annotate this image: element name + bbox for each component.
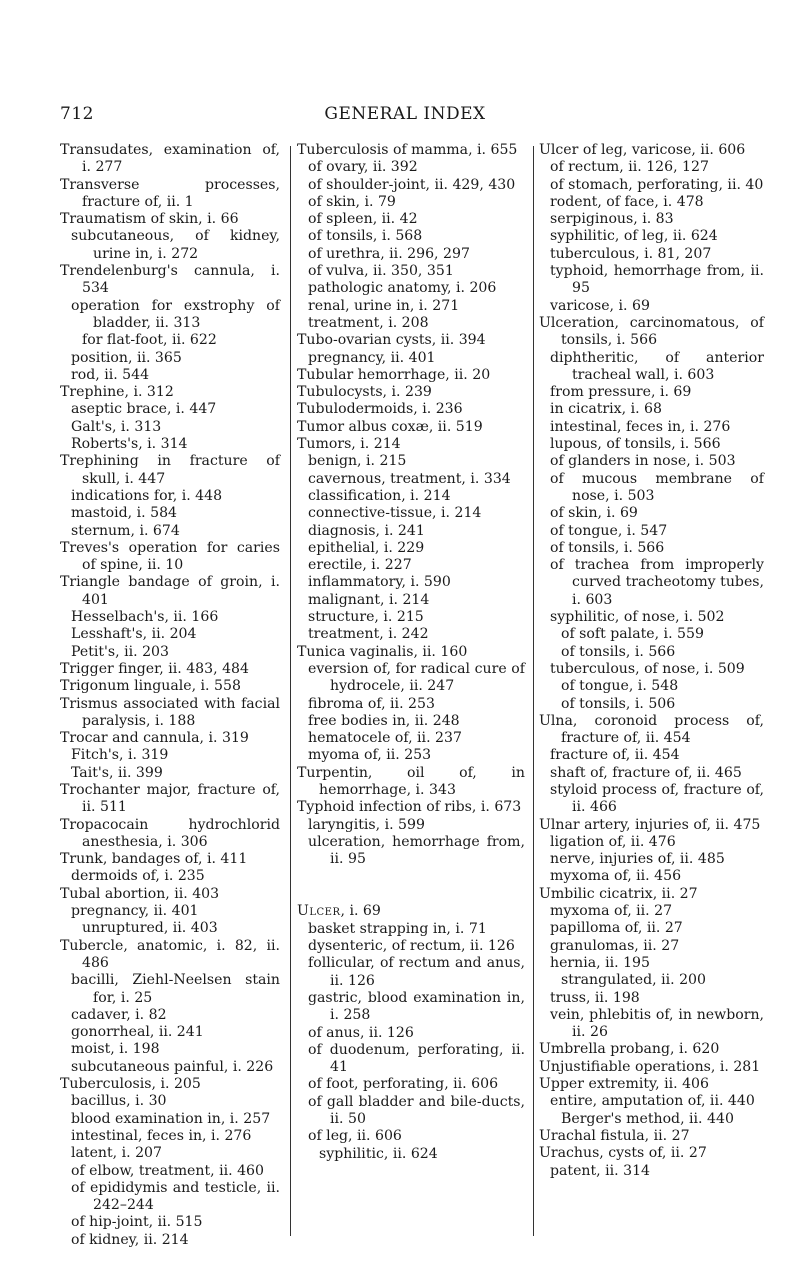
index-entry: blood examination in, i. 257 xyxy=(71,1110,271,1127)
index-entry: Tuberculosis of mamma, i. 655 xyxy=(297,142,518,158)
index-entry: Transudates, examination of, i. 277 xyxy=(60,142,280,176)
index-entry: strangulated, ii. 200 xyxy=(561,972,706,989)
index-entry: epithelial, i. 229 xyxy=(308,539,425,556)
index-entry: benign, i. 215 xyxy=(308,453,407,470)
index-entry: cavernous, treatment, i. 334 xyxy=(308,470,511,487)
index-entry: Tropacocain hydrochlorid anesthesia, i. 306 xyxy=(60,816,280,850)
running-title: GENERAL INDEX xyxy=(324,104,486,124)
index-entry: Fitch's, i. 319 xyxy=(71,747,169,764)
index-entry: renal, urine in, i. 271 xyxy=(308,297,460,314)
index-entry: eversion of, for radical cure of hydrocele, ii. 247 xyxy=(308,660,525,695)
index-entry: fracture of, ii. 454 xyxy=(550,747,680,764)
index-entry: typhoid, hemorrhage from, ii. 95 xyxy=(550,263,764,297)
index-entry: intestinal, feces in, i. 276 xyxy=(71,1127,252,1144)
index-entry: of tonsils, i. 566 xyxy=(561,643,676,660)
index-entry: of vulva, ii. 350, 351 xyxy=(308,263,454,280)
index-entry: of soft palate, i. 559 xyxy=(561,626,704,643)
index-entry: Trismus associated with facial paralysis, i. 188 xyxy=(60,695,280,729)
index-entry: laryngitis, i. 599 xyxy=(308,816,425,833)
index-entry: pregnancy, ii. 401 xyxy=(308,349,436,366)
index-entry: of mucous membrane of nose, i. 503 xyxy=(550,470,764,504)
index-entry: Trephining in fracture of skull, i. 447 xyxy=(60,453,280,487)
index-entry: syphilitic, of leg, ii. 624 xyxy=(550,228,718,245)
index-entry: of tongue, i. 547 xyxy=(550,522,668,539)
index-entry: moist, i. 198 xyxy=(71,1041,160,1058)
index-entry: classification, i. 214 xyxy=(308,487,451,504)
index-entry: erectile, i. 227 xyxy=(308,557,412,574)
index-entry: myxoma of, ii. 27 xyxy=(550,903,673,920)
index-entry: rodent, of face, i. 478 xyxy=(550,193,704,210)
index-entry: Hesselbach's, ii. 166 xyxy=(71,609,219,626)
index-entry: of gall bladder and bile-ducts, ii. 50 xyxy=(308,1093,525,1128)
index-entry: Urachus, cysts of, ii. 27 xyxy=(539,1145,707,1162)
index-entry: Unjustifiable operations, i. 281 xyxy=(539,1058,761,1075)
index-entry: myoma of, ii. 253 xyxy=(308,747,432,764)
index-entry: of trachea from improperly curved tracheotomy tubes, i. 603 xyxy=(550,557,764,608)
index-entry: bacilli, Ziehl-Neelsen stain for, i. 25 xyxy=(71,972,280,1006)
index-entry: sternum, i. 674 xyxy=(71,522,180,539)
index-entry: granulomas, ii. 27 xyxy=(550,937,680,954)
index-entry: of skin, i. 69 xyxy=(550,505,638,522)
index-entry: of urethra, ii. 296, 297 xyxy=(308,245,470,262)
index-entry: of hip-joint, ii. 515 xyxy=(71,1214,203,1231)
index-entry: Berger's method, ii. 440 xyxy=(561,1110,734,1127)
index-entry: of epididymis and testicle, ii. 242–244 xyxy=(71,1179,280,1214)
index-entry: Traumatism of skin, i. 66 xyxy=(60,211,239,228)
index-entry: unruptured, ii. 403 xyxy=(82,920,218,937)
index-entry: Trigger finger, ii. 483, 484 xyxy=(60,660,249,677)
index-entry: of rectum, ii. 126, 127 xyxy=(550,159,709,176)
index-entry: ligation of, ii. 476 xyxy=(550,833,676,850)
column-divider xyxy=(290,146,291,1236)
index-entry: malignant, i. 214 xyxy=(308,591,430,608)
index-entry: indications for, i. 448 xyxy=(71,487,223,504)
index-entry: treatment, i. 208 xyxy=(308,314,429,331)
index-entry: diphtheritic, of anterior tracheal wall, i. 603 xyxy=(550,349,764,383)
index-entry: varicose, i. 69 xyxy=(550,297,650,314)
index-entry: tuberculous, i. 81, 207 xyxy=(550,245,712,262)
index-entry: dysenteric, of rectum, ii. 126 xyxy=(308,938,515,955)
index-entry: of foot, perforating, ii. 606 xyxy=(308,1076,499,1093)
index-entry: of duodenum, perforating, ii. 41 xyxy=(308,1041,525,1076)
index-entry: free bodies in, ii. 248 xyxy=(308,712,460,729)
index-entry: Tunica vaginalis, ii. 160 xyxy=(297,643,468,660)
index-entry: Ulna, coronoid process of, fracture of, ii. 454 xyxy=(539,712,764,747)
index-entry: pathologic anatomy, i. 206 xyxy=(308,280,497,297)
index-entry: basket strapping in, i. 71 xyxy=(308,920,487,937)
index-entry: from pressure, i. 69 xyxy=(550,384,692,401)
index-entry: vein, phlebitis of, in newborn, ii. 26 xyxy=(550,1006,764,1041)
index-entry: myxoma of, ii. 456 xyxy=(550,868,682,885)
index-entry: Trocar and cannula, i. 319 xyxy=(60,730,249,747)
index-entry: cadaver, i. 82 xyxy=(71,1006,167,1023)
index-entry: Tubal abortion, ii. 403 xyxy=(60,885,220,902)
index-entry: Galt's, i. 313 xyxy=(71,418,162,435)
index-entry: Tubulodermoids, i. 236 xyxy=(297,401,463,418)
index-entry: Tubercle, anatomic, i. 82, ii. 486 xyxy=(60,937,280,971)
index-entry: Trephine, i. 312 xyxy=(60,384,174,401)
page-number: 712 xyxy=(60,104,94,124)
index-entry: of stomach, perforating, ii. 40 xyxy=(550,176,764,193)
index-entry: connective-tissue, i. 214 xyxy=(308,505,482,522)
index-entry: syphilitic, ii. 624 xyxy=(319,1145,438,1162)
index-entry: Typhoid infection of ribs, i. 673 xyxy=(297,799,522,816)
index-entry: rod, ii. 544 xyxy=(71,366,150,383)
index-entry: patent, ii. 314 xyxy=(550,1162,651,1179)
index-entry: shaft of, fracture of, ii. 465 xyxy=(550,764,742,781)
index-entry: Triangle bandage of groin, i. 401 xyxy=(60,574,280,608)
index-entry: Ulcer, i. 69 xyxy=(297,903,381,920)
index-entry: of tonsils, i. 506 xyxy=(561,695,676,712)
index-entry: Trendelenburg's cannula, i. 534 xyxy=(60,263,280,297)
index-entry: Tait's, ii. 399 xyxy=(71,764,163,781)
index-entry: lupous, of tonsils, i. 566 xyxy=(550,436,721,453)
index-entry: nerve, injuries of, ii. 485 xyxy=(550,851,725,868)
index-entry: Transverse processes, fracture of, ii. 1 xyxy=(60,176,280,210)
index-entry: of elbow, treatment, ii. 460 xyxy=(71,1162,264,1179)
index-entry: Umbrella probang, i. 620 xyxy=(539,1041,720,1058)
index-entry: subcutaneous, of kidney, urine in, i. 272 xyxy=(71,228,280,262)
index-entry: of tonsils, i. 568 xyxy=(308,228,423,245)
section-gap xyxy=(297,868,525,903)
index-entry: inflammatory, i. 590 xyxy=(308,574,451,591)
index-entry: truss, ii. 198 xyxy=(550,989,640,1006)
index-column-2 xyxy=(297,142,525,1163)
index-entry: Ulceration, carcinomatous, of tonsils, i. 566 xyxy=(539,314,764,349)
index-entry: Urachal fistula, ii. 27 xyxy=(539,1127,690,1144)
index-entry: structure, i. 215 xyxy=(308,609,424,626)
index-entry: ulceration, hemorrhage from, ii. 95 xyxy=(308,833,525,868)
index-entry: of spleen, ii. 42 xyxy=(308,211,418,228)
index-entry: bacillus, i. 30 xyxy=(71,1093,167,1110)
index-entry: treatment, i. 242 xyxy=(308,626,429,643)
index-columns xyxy=(60,142,764,1277)
index-entry: Petit's, ii. 203 xyxy=(71,643,169,660)
index-entry: pregnancy, ii. 401 xyxy=(71,903,199,920)
index-entry: gastric, blood examination in, i. 258 xyxy=(308,989,525,1024)
index-entry: of shoulder-joint, ii. 429, 430 xyxy=(308,176,516,193)
index-entry: fibroma of, ii. 253 xyxy=(308,695,435,712)
index-entry: Lesshaft's, ii. 204 xyxy=(71,626,197,643)
index-entry: subcutaneous painful, i. 226 xyxy=(71,1058,274,1075)
index-entry: Treves's operation for caries of spine, ii. 10 xyxy=(60,539,280,574)
index-entry: Tuberculosis, i. 205 xyxy=(60,1076,201,1093)
index-entry: papilloma of, ii. 27 xyxy=(550,920,683,937)
index-entry: serpiginous, i. 83 xyxy=(550,211,674,228)
index-entry: Tubo-ovarian cysts, ii. 394 xyxy=(297,332,486,349)
index-entry: of tongue, i. 548 xyxy=(561,678,679,695)
index-entry: Tumors, i. 214 xyxy=(297,436,401,453)
index-entry: of kidney, ii. 214 xyxy=(71,1231,189,1248)
page-header xyxy=(60,104,750,128)
index-entry: Trunk, bandages of, i. 411 xyxy=(60,851,248,868)
index-entry: Trochanter major, fracture of, ii. 511 xyxy=(60,781,280,816)
index-entry: Ulcer of leg, varicose, ii. 606 xyxy=(539,142,746,158)
index-entry: gonorrheal, ii. 241 xyxy=(71,1024,204,1041)
index-entry: of tonsils, i. 566 xyxy=(550,539,665,556)
index-entry: Trigonum linguale, i. 558 xyxy=(60,678,241,695)
index-entry: Tumor albus coxæ, ii. 519 xyxy=(297,418,483,435)
index-entry: mastoid, i. 584 xyxy=(71,505,178,522)
index-entry: Ulnar artery, injuries of, ii. 475 xyxy=(539,816,761,833)
index-entry: entire, amputation of, ii. 440 xyxy=(550,1093,755,1110)
index-entry: Upper extremity, ii. 406 xyxy=(539,1076,709,1093)
index-entry: Umbilic cicatrix, ii. 27 xyxy=(539,885,698,902)
index-entry: hernia, ii. 195 xyxy=(550,954,650,971)
index-entry: aseptic brace, i. 447 xyxy=(71,401,217,418)
index-entry: position, ii. 365 xyxy=(71,349,182,366)
index-entry: Tubulocysts, i. 239 xyxy=(297,384,432,401)
index-entry: styloid process of, fracture of, ii. 466 xyxy=(550,781,764,816)
index-entry: Tubular hemorrhage, ii. 20 xyxy=(297,366,491,383)
index-entry: latent, i. 207 xyxy=(71,1145,162,1162)
index-entry: of anus, ii. 126 xyxy=(308,1024,414,1041)
index-entry: diagnosis, i. 241 xyxy=(308,522,425,539)
index-entry: of glanders in nose, i. 503 xyxy=(550,453,736,470)
index-entry: syphilitic, of nose, i. 502 xyxy=(550,609,725,626)
index-column-1 xyxy=(60,142,280,1249)
index-entry: hematocele of, ii. 237 xyxy=(308,730,462,747)
index-entry: of leg, ii. 606 xyxy=(308,1128,402,1145)
index-entry: tuberculous, of nose, i. 509 xyxy=(550,660,745,677)
index-entry: follicular, of rectum and anus, ii. 126 xyxy=(308,955,525,989)
index-entry: in cicatrix, i. 68 xyxy=(550,401,662,418)
index-entry: of ovary, ii. 392 xyxy=(308,159,418,176)
index-entry: operation for exstrophy of bladder, ii. 313 xyxy=(71,297,280,331)
index-entry: of skin, i. 79 xyxy=(308,193,396,210)
index-entry: Turpentin, oil of, in hemorrhage, i. 343 xyxy=(297,764,525,798)
index-entry: Roberts's, i. 314 xyxy=(71,436,188,453)
index-entry: for flat-foot, ii. 622 xyxy=(82,332,217,349)
index-column-3 xyxy=(539,142,764,1180)
index-entry: dermoids of, i. 235 xyxy=(71,868,205,885)
column-divider xyxy=(533,146,534,1236)
index-entry: intestinal, feces in, i. 276 xyxy=(550,418,731,435)
